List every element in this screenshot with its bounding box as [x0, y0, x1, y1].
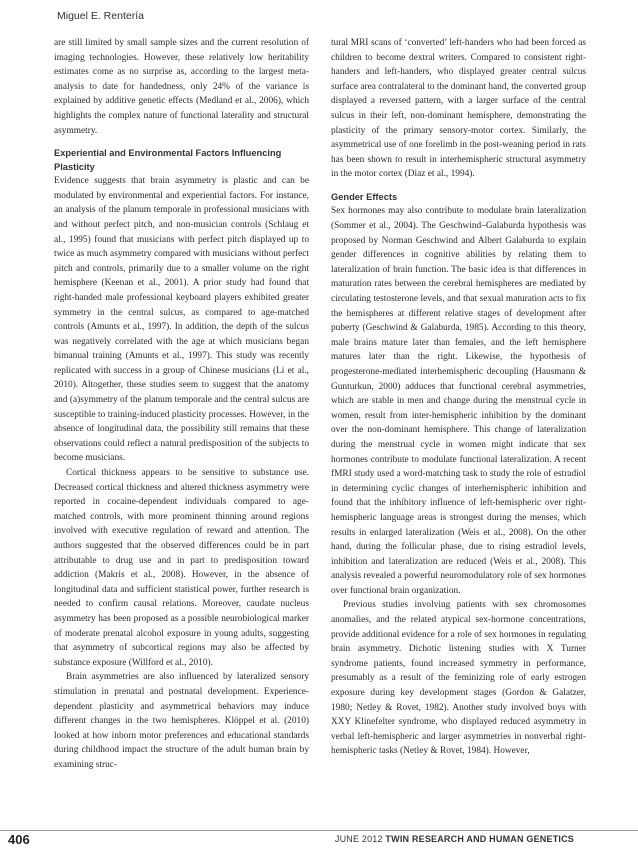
left-paragraph-1: are still limited by small sample sizes and the current resolution of imaging technologies. However, these relatively low heritability estimates come as no surprise as, according to the largest meta-analysis to date for handedness, only 24% of the variance is explained by additive genetic effects (Medland et al., 2006), which highlights the complex nature of functional laterality and structural asymmetry.: [54, 38, 309, 136]
left-paragraph-3: Cortical thickness appears to be sensitive to substance use. Decreased cortical thickness and altered thickness asymmetry were reported in cocaine-dependent individuals compared to age-matched controls, with more prominent thinning around regions involved with executive regulation of reward and attention. The authors suggested that the observed differences could be in part attributable to drug use and in part to predisposition toward addiction (Makris et al., 2008). However, in the absence of longitudinal data and sufficient statistical power, further research is needed to confirm causal relations. Moreover, caudate nucleus asymmetry has been proposed as a possible neurobiological marker of moderate prenatal alcohol exposure in young adults, suggesting that asymmetry of subcortical regions may also be affected by substance exposure (Willford et al., 2010).: [54, 468, 309, 668]
journal-name: TWIN RESEARCH AND HUMAN GENETICS: [385, 834, 574, 844]
section-heading-gender-effects: Gender Effects: [331, 191, 398, 202]
left-paragraph-4: Brain asymmetries are also influenced by lateralized sensory stimulation in prenatal and postnatal development. Experience-dependent plasticity and asymmetrical behaviors may induce different changes in the two hemispheres. Klöppel et al. (2010) looked at how inborn motor preferences and educational standards during childhood impact the structure of the adult human brain by examining struc-: [54, 672, 309, 770]
left-column: [54, 36, 309, 773]
journal-issue: JUNE 2012: [334, 834, 383, 844]
right-column: [331, 36, 586, 759]
right-paragraph-2: Sex hormones may also contribute to modulate brain lateralization (Sommer et al., 2004). The Geschwind–Galaburda hypothesis was proposed by Norman Geschwind and Albert Galaburda to explain gender differences in cognitive abilities by relating them to lateralization of brain function. The basic idea is that differences in maturation rates between the cerebral hemispheres are mediated by circulating testosterone levels, and that sexual maturation acts to fix the hemispheres at different relative stages of development after puberty (Geschwind & Galaburda, 1985). According to this theory, male brains mature later than females, and the left hemisphere matures later than the right. Likewise, the hypothesis of progesterone-mediated interhemispheric decoupling (Hausmann & Gunturkun, 2000) adduces that functional cerebral asymmetries, which are stable in men and change during the menstrual cycle in women, result from inter-hemispheric inhibition by the dominant over the non-dominant hemisphere. This change of lateralization during the menstrual cycle in women might indicate that sex hormones contribute to modulate functional lateralization. A recent fMRI study used a word-matching task to study the role of estradiol in determining cyclic changes of interhemispheric inhibition and found that the inhibitory influence of left-hemispheric over right-hemispheric language areas is strongest during the menses, which results in enlarged lateralization (Weis et al., 2008). On the other hand, during the follicular phase, due to rising estradiol levels, inhibition and lateralization are reduced (Weis et al., 2008). This analysis revealed a powerful neuromodulatory role of sex hormones over functional brain organization.: [331, 206, 586, 596]
journal-footer: [335, 834, 574, 844]
footer-rule: [0, 830, 638, 831]
right-paragraph-1: tural MRI scans of ‘converted’ left-handers who had been forced as children to become dextral writers. Compared to consistent right-handers and left-handers, who displayed greater central sulcus surface area contralateral to the dominant hand, the converted group displayed a reversed pattern, with a larger surface of the central sulcus in their left, non-dominant hemisphere, demonstrating the plasticity of the primary sensory-motor cortex. Similarly, the asymmetrical use of one forelimb in the post-weaning period in rats has been shown to result in interhemispheric structural asymmetry in the motor cortex (Diaz et al., 1994).: [331, 38, 586, 180]
page-number: 406: [8, 832, 30, 847]
section-heading-experiential-factors: Experiential and Environmental Factors Influencing Plasticity: [54, 148, 282, 172]
right-paragraph-3: Previous studies involving patients with sex chromosomes anomalies, and the related atypical sex-hormone concentrations, provide additional evidence for a role of sex hormones in regulating brain asymmetry. Dichotic listening studies with X Turner syndrome patients, found increased symmetry in performance, presumably as a result of the feminizing role of early estrogen exposure during key development stages (Gordon & Galatzer, 1980; Netley & Rovet, 1982). Another study involved boys with XXY Klinefelter syndrome, who displayed reduced asymmetry in verbal left-hemispheric and larger asymmetries in nonverbal right-hemispheric tasks (Netley & Rovet, 1984). However,: [331, 600, 586, 757]
left-paragraph-2: Evidence suggests that brain asymmetry is plastic and can be modulated by environmental and experiential factors. For instance, an analysis of the planum temporale in professional musicians with and without perfect pitch, and non-musician controls (Schlaug et al., 1995) found that musicians with perfect pitch displayed up to twice as much asymmetry compared with musicians without perfect pitch and controls, primarily due to a smaller volume on the right hemisphere (Keenan et al., 2001). A prior study had found that right-handed male professional keyboard players exhibited greater symmetry in the central sulcus, as compared to age-matched controls (Amunts et al., 1997). In addition, the depth of the sulcus was negatively correlated with the age at which musicians began bimanual training (Amunts et al., 1997). This study was recently replicated with success in a group of Chinese musicians (Li et al., 2010). Altogether, these studies seem to suggest that the anatomy and (a)symmetry of the planum temporale and the central sulcus are susceptible to training-induced plasticity processes. However, in the absence of longitudinal data, the possibility still remains that these observations could reflect a natural predisposition of the subjects to become musicians.: [54, 176, 309, 464]
running-head-author: Miguel E. Rentería: [57, 10, 144, 22]
